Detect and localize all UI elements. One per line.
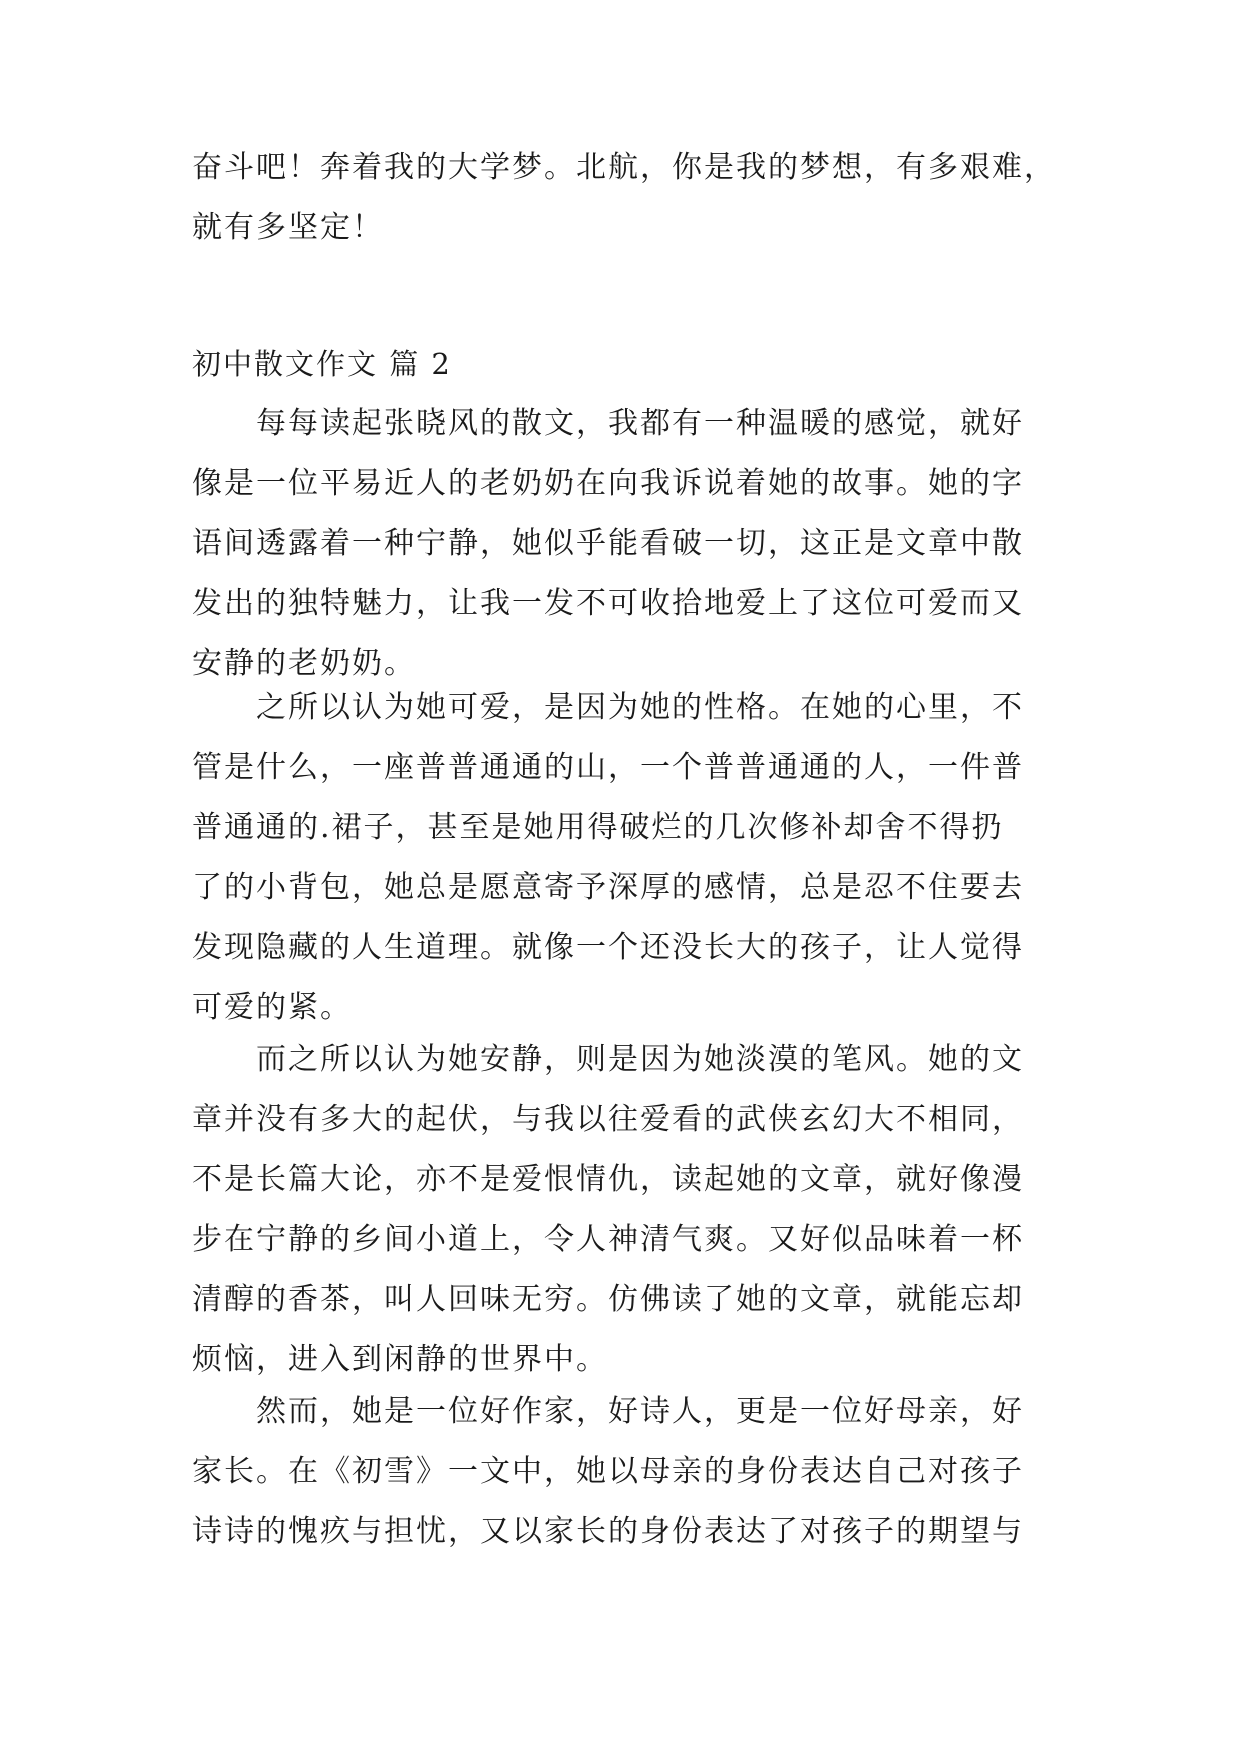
- text-line: 烦恼，进入到闲静的世界中。: [192, 1342, 608, 1377]
- text-line: 而之所以认为她安静，则是因为她淡漠的笔风。她的文: [256, 1042, 1024, 1077]
- text-line: 每每读起张晓风的散文，我都有一种温暖的感觉，就好: [256, 406, 1024, 441]
- intro-paragraph: [192, 138, 1072, 258]
- text-line: 诗诗的愧疚与担忧，又以家长的身份表达了对孩子的期望与: [192, 1514, 1024, 1549]
- text-line: 像是一位平易近人的老奶奶在向我诉说着她的故事。她的字: [192, 466, 1024, 501]
- text-line: 步在宁静的乡间小道上，令人神清气爽。又好似品味着一杯: [192, 1222, 1024, 1257]
- text-line: 安静的老奶奶。: [192, 646, 416, 681]
- text-line: 就有多坚定！: [192, 210, 384, 245]
- text-line: 之所以认为她可爱，是因为她的性格。在她的心里，不: [256, 690, 1024, 725]
- text-line: 语间透露着一种宁静，她似乎能看破一切，这正是文章中散: [192, 526, 1024, 561]
- paragraph-2: [192, 678, 1072, 1038]
- text-line: 可爱的紧。: [192, 990, 352, 1025]
- section-heading: 初中散文作文 篇 2: [192, 347, 452, 381]
- text-line: 发出的独特魅力，让我一发不可收拾地爱上了这位可爱而又: [192, 586, 1024, 621]
- text-line: 普通通的.裙子，甚至是她用得破烂的几次修补却舍不得扔: [192, 810, 1004, 845]
- paragraph-1: [192, 394, 1072, 694]
- text-line: 章并没有多大的起伏，与我以往爱看的武侠玄幻大不相同，: [192, 1102, 1024, 1137]
- text-line: 发现隐藏的人生道理。就像一个还没长大的孩子，让人觉得: [192, 930, 1024, 965]
- text-line: 了的小背包，她总是愿意寄予深厚的感情，总是忍不住要去: [192, 870, 1024, 905]
- text-line: 家长。在《初雪》一文中，她以母亲的身份表达自己对孩子: [192, 1454, 1024, 1489]
- paragraph-4: [192, 1382, 1072, 1562]
- text-line: 奋斗吧！奔着我的大学梦。北航，你是我的梦想，有多艰难，: [192, 150, 1056, 185]
- text-line: 管是什么，一座普普通通的山，一个普普通通的人，一件普: [192, 750, 1024, 785]
- text-line: 清醇的香茶，叫人回味无穷。仿佛读了她的文章，就能忘却: [192, 1282, 1024, 1317]
- section-heading-block: [192, 344, 1072, 384]
- text-line: 不是长篇大论，亦不是爱恨情仇，读起她的文章，就好像漫: [192, 1162, 1024, 1197]
- paragraph-3: [192, 1030, 1072, 1390]
- text-line: 然而，她是一位好作家，好诗人，更是一位好母亲，好: [256, 1394, 1024, 1429]
